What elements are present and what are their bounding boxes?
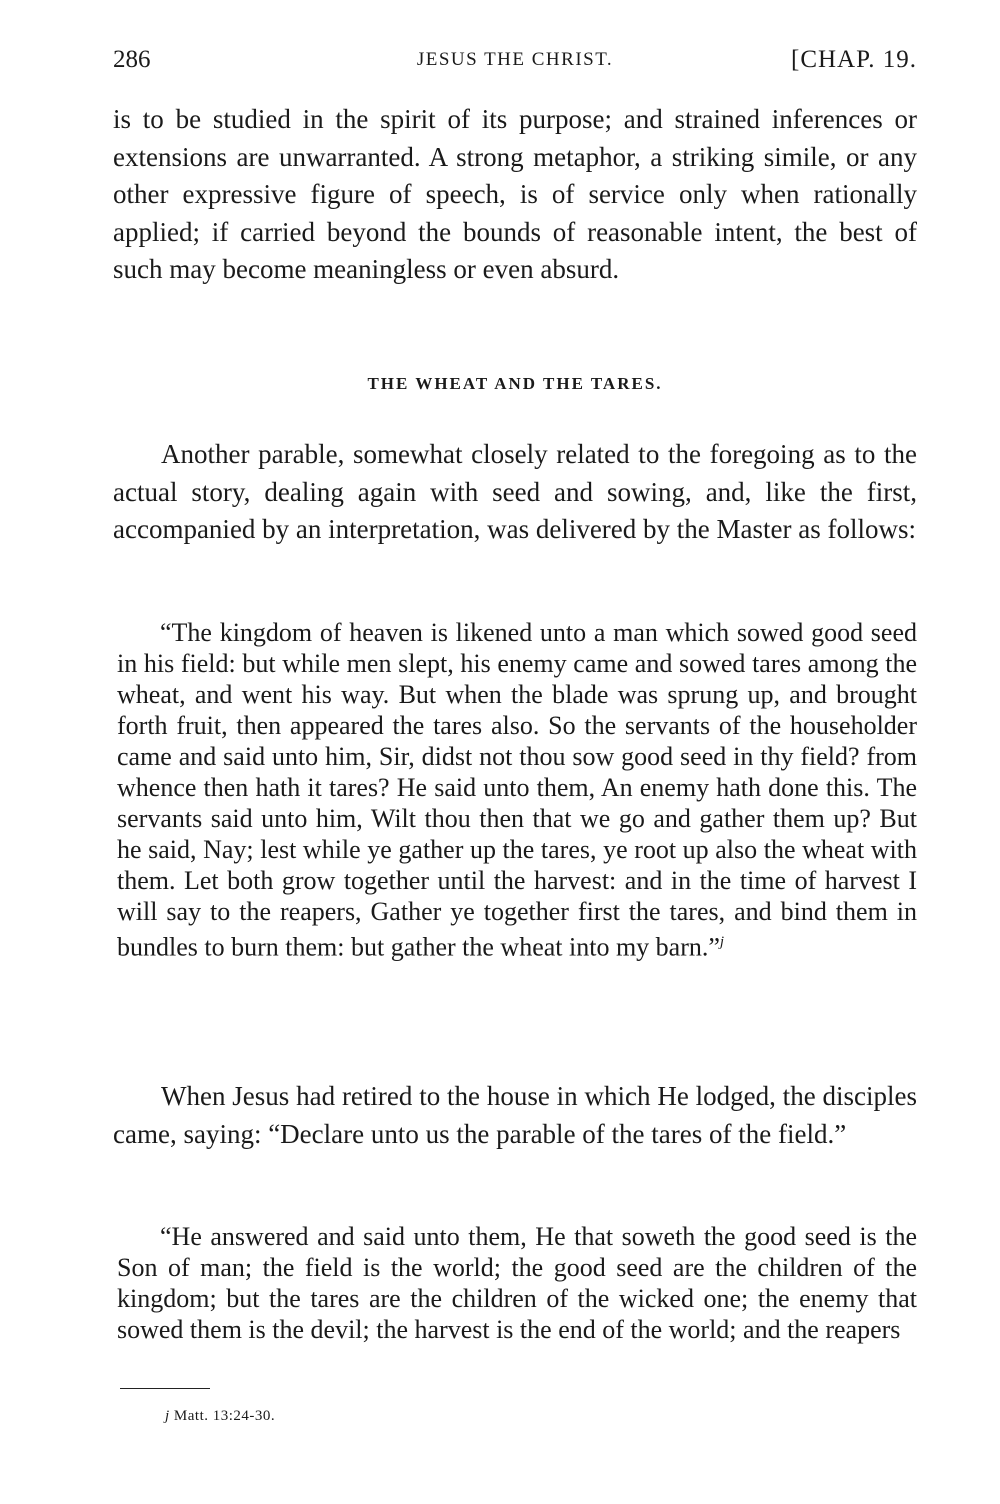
disciples-paragraph: When Jesus had retired to the house in which He lodged, the disciples came, saying: “Declare unto us the parable of the tares of the field.” (113, 1081, 917, 1149)
footnote-marker: j (165, 1408, 170, 1424)
parable-intro-paragraph: Another parable, somewhat closely related to the foregoing as to the actual story, dealing again with seed and sowing, and, like the first, accompanied by an interpretation, was delivered by the Master as follows: (113, 439, 917, 544)
running-title: JESUS THE CHRIST. (416, 49, 614, 70)
footnote-text: Matt. 13:24-30. (173, 1408, 276, 1424)
parable-quote (117, 617, 917, 963)
answer-quote: “He answered and said unto them, He that soweth the good seed is the Son of man; the field is the world; the good seed are the children of the kingdom; but the tares are the children of the wicked one; the enemy that sowed them is the devil; the harvest is the end of the world; and the reapers (117, 1222, 917, 1344)
intro-paragraph: is to be studied in the spirit of its purpose; and strained inferences or extensions are unwarranted. A strong metaphor, a striking simile, or any other expressive figure of speech, is of service only when rationally applied; if carried beyond the bounds of reasonable intent, the best of such may become meaningless or even absurd. (113, 104, 917, 284)
footnote-reference: j (719, 934, 725, 950)
chapter-label: [CHAP. 19. (791, 46, 917, 73)
footnote-divider (120, 1388, 210, 1389)
parable-quote-text: “The kingdom of heaven is likened unto a man which sowed good seed in his field: but while men slept, his enemy came and sowed tares among the wheat, and went his way. But when the blade was sprung up, and brought forth fruit, then appeared the tares also. So the servants of the householder came and said unto him, Sir, didst not thou sow good seed in thy field? from whence then hath it tares? He said unto them, An enemy hath done this. The servants said unto him, Wilt thou then that we go and gather them up? But he said, Nay; lest while ye gather up the tares, ye root up also the wheat with them. Let both grow together until the harvest: and in the time of harvest I will say to the reapers, Gather ye together first the tares, and bind them in bundles to burn them: but gather the wheat into my barn.” (117, 618, 917, 962)
running-header (113, 46, 917, 82)
section-heading: THE WHEAT AND THE TARES. (367, 374, 663, 393)
page-number: 286 (113, 46, 151, 73)
footnote (165, 1408, 275, 1425)
